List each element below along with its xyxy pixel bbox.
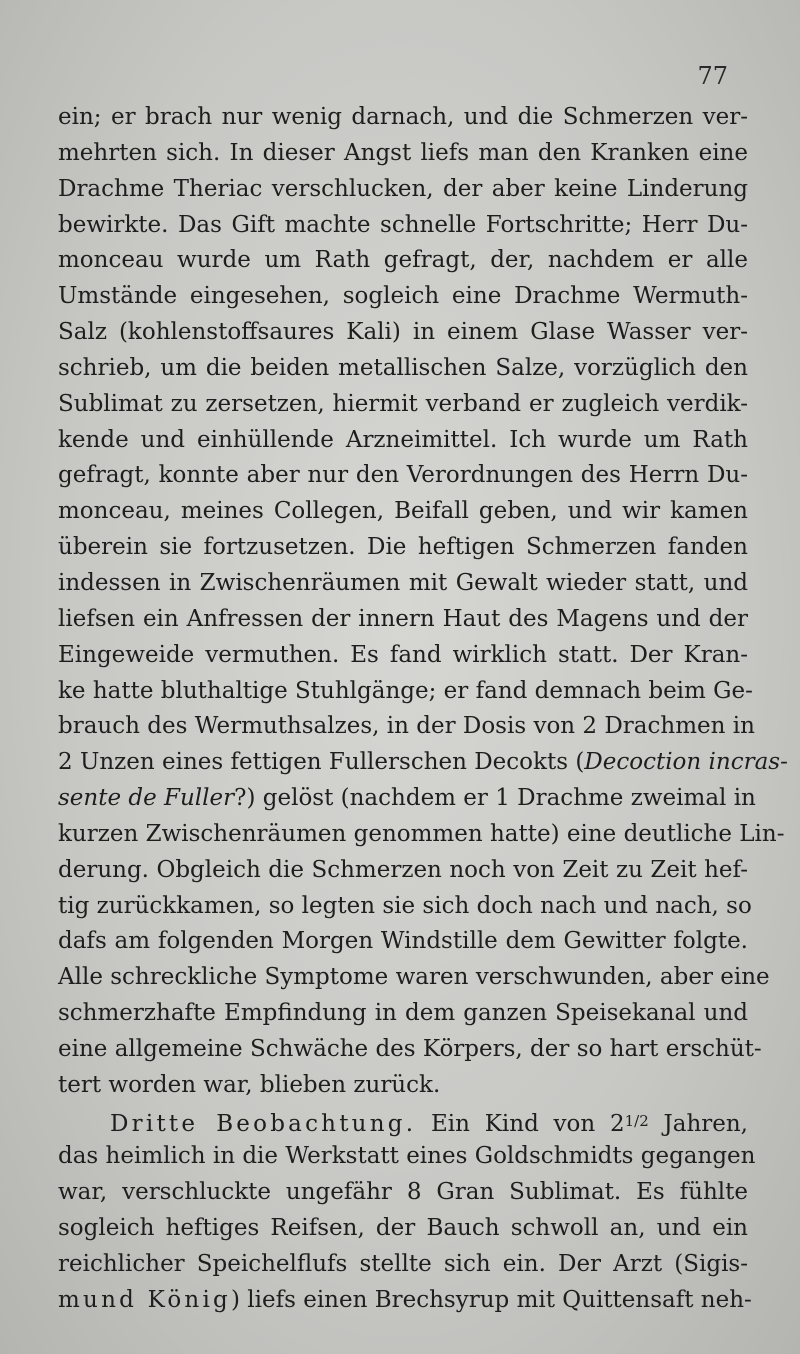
- person-name: mund König: [58, 1286, 231, 1313]
- fraction: 1/2: [624, 1111, 649, 1130]
- text-line: kende und einhüllende Arzneimittel. Ich wurde um Rath: [58, 426, 748, 453]
- line-text: Jahren,: [648, 1110, 748, 1137]
- text-line: eine allgemeine Schwäche des Körpers, der so hart erschüt-: [58, 1035, 762, 1062]
- text-line: [58, 1283, 752, 1319]
- text-line: Eingeweide vermuthen. Es fand wirklich statt. Der Kran-: [58, 641, 748, 668]
- line-text: ) liefs einen Brechsyrup mit Quittensaft neh-: [230, 1286, 752, 1313]
- text-line: Drachme Theriac verschlucken, der aber keine Linderung: [58, 175, 748, 202]
- text-line: das heimlich in die Werkstatt eines Goldschmidts gegangen: [58, 1143, 756, 1170]
- text-line: tert worden war, blieben zurück.: [58, 1071, 441, 1098]
- text-line: dafs am folgenden Morgen Windstille dem Gewitter folgte.: [58, 928, 748, 955]
- text-line: Alle schreckliche Symptome waren verschwunden, aber eine: [58, 964, 770, 991]
- text-line: bewirkte. Das Gift machte schnelle Fortschritte; Herr Du-: [58, 211, 748, 238]
- latin-term: sente de Fuller: [58, 785, 235, 812]
- text-line: derung. Obgleich die Schmerzen noch von Zeit zu Zeit hef-: [58, 856, 748, 883]
- text-line: Salz (kohlenstoffsaures Kali) in einem Glase Wasser ver-: [58, 319, 748, 346]
- text-line: kurzen Zwischenräumen genommen hatte) eine deutliche Lin-: [58, 820, 785, 847]
- text-line: monceau, meines Collegen, Beifall geben, und wir kamen: [58, 498, 748, 525]
- text-line: liefsen ein Anfressen der innern Haut des Magens und der: [58, 605, 748, 632]
- text-line: [58, 1104, 748, 1140]
- text-line: schmerzhafte Empfindung in dem ganzen Speisekanal und: [58, 1000, 748, 1027]
- text-line: schrieb, um die beiden metallischen Salze, vorzüglich den: [58, 354, 748, 381]
- text-line: ein; er brach nur wenig darnach, und die Schmerzen ver-: [58, 104, 748, 130]
- line-text: 2 Unzen eines fettigen Fullerschen Decokts (: [58, 749, 585, 776]
- text-line: sogleich heftiges Reifsen, der Bauch schwoll an, und ein: [58, 1215, 748, 1242]
- section-heading: Dritte Beobachtung.: [110, 1110, 417, 1137]
- latin-term: Decoction incras-: [584, 749, 788, 776]
- page-number: 77: [697, 62, 728, 90]
- text-line: tig zurückkamen, so legten sie sich doch nach und nach, so: [58, 892, 752, 919]
- text-line: überein sie fortzusetzen. Die heftigen Schmerzen fanden: [58, 534, 748, 561]
- text-line: indessen in Zwischenräumen mit Gewalt wieder statt, und: [58, 569, 748, 596]
- text-line: Umstände eingesehen, sogleich eine Drachme Wermuth-: [58, 283, 748, 310]
- text-line: reichlicher Speichelflufs stellte sich ein. Der Arzt (Sigis-: [58, 1251, 748, 1277]
- line-text: ?) gelöst (nachdem er 1 Drachme zweimal in: [234, 785, 756, 812]
- text-line: war, verschluckte ungefähr 8 Gran Sublimat. Es fühlte: [58, 1179, 748, 1206]
- body-text: [58, 100, 788, 1319]
- text-line: monceau wurde um Rath gefragt, der, nachdem er alle: [58, 247, 748, 274]
- text-line: brauch des Wermuthsalzes, in der Dosis von 2 Drachmen in: [58, 713, 755, 740]
- text-line: mehrten sich. In dieser Angst liefs man den Kranken eine: [58, 139, 748, 166]
- text-line: gefragt, konnte aber nur den Verordnungen des Herrn Du-: [58, 462, 748, 489]
- text-line: Sublimat zu zersetzen, hiermit verband er zugleich verdik-: [58, 390, 748, 417]
- line-text: Ein Kind von 2: [416, 1110, 625, 1137]
- text-line: [58, 781, 756, 817]
- text-line: ke hatte bluthaltige Stuhlgänge; er fand demnach beim Ge-: [58, 677, 753, 704]
- text-line: [58, 745, 788, 781]
